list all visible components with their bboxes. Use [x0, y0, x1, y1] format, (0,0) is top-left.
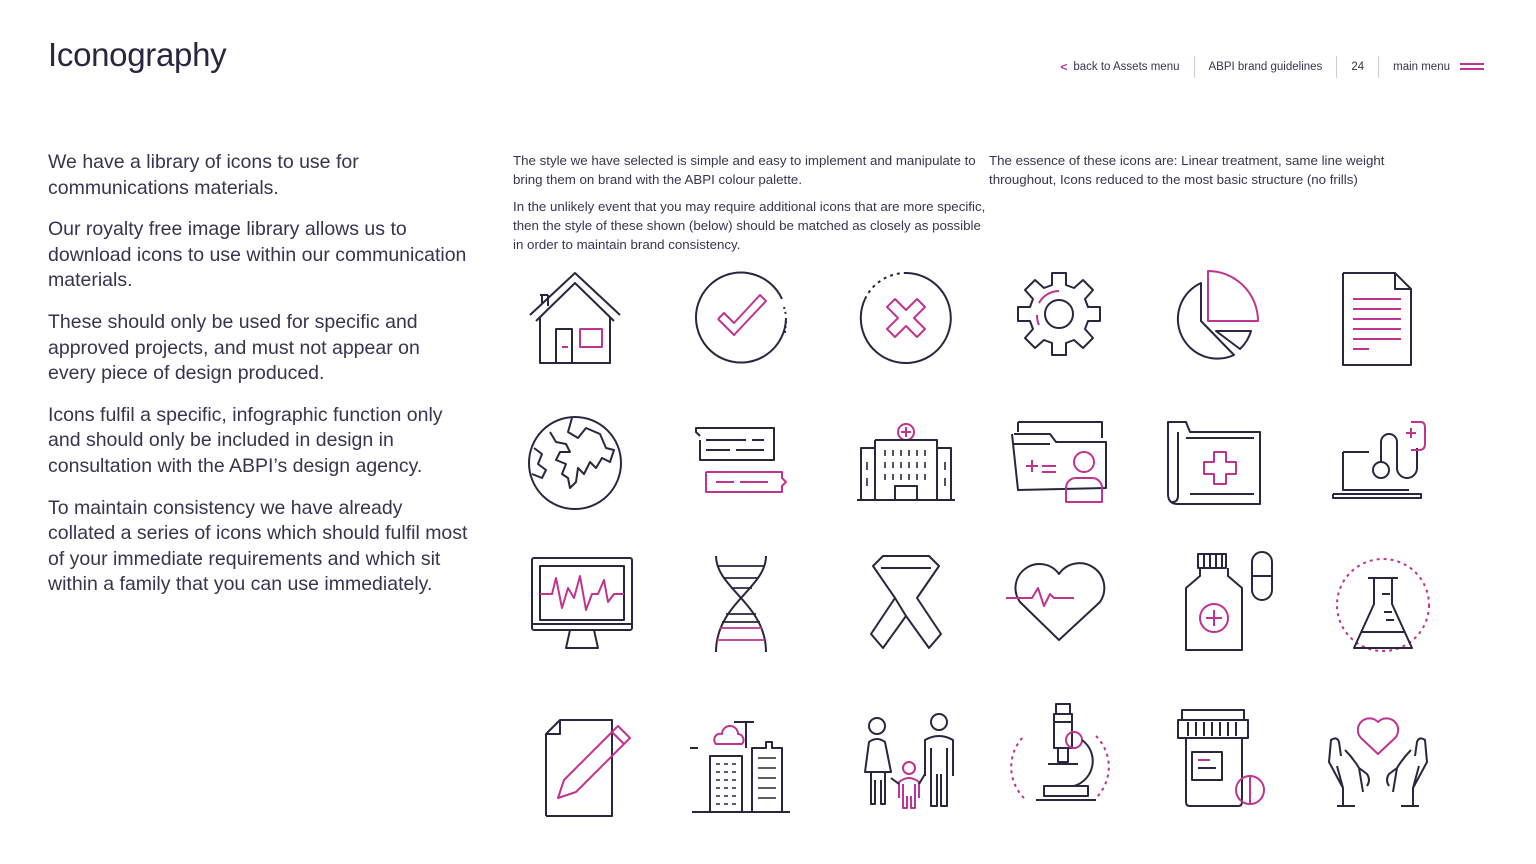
globe-icon: [520, 408, 630, 518]
description-paragraph: The essence of these icons are: Linear treatment, same line weight throughout, Icons reduced to the most basic structure (no frills): [989, 153, 1385, 188]
chevron-left-icon: <: [1060, 60, 1068, 74]
style-description: [513, 151, 993, 261]
top-navigation: [1046, 56, 1484, 78]
intro-paragraph: These should only be used for specific and approved projects, and must not appear on every piece of design produced.: [48, 310, 420, 385]
brand-guidelines-link[interactable]: [1195, 61, 1337, 73]
page-number: [1337, 61, 1378, 73]
medical-folder-icon: [1156, 408, 1266, 518]
hands-heart-icon: [1323, 706, 1433, 816]
description-paragraph: The style we have selected is simple and easy to implement and manipulate to bring them on brand with the ABPI colour palette.: [513, 153, 976, 188]
back-link-label: back to Assets menu: [1073, 61, 1180, 73]
house-icon: [520, 263, 630, 373]
intro-paragraph: Our royalty free image library allows us to download icons to use within our communication materials.: [48, 218, 467, 292]
hamburger-menu-icon: [1460, 63, 1484, 71]
hospital-icon: [851, 408, 961, 518]
document-icon: [1323, 263, 1433, 373]
pill-jar-icon: [1162, 706, 1272, 816]
family-icon: [851, 712, 961, 822]
page-title: Iconography: [48, 36, 227, 73]
checkmark-circle-icon: [686, 263, 796, 373]
pencil-paper-icon: [526, 712, 636, 822]
dna-icon: [686, 548, 796, 658]
essence-description: [989, 151, 1449, 190]
intro-paragraph: To maintain consistency we have already collated a series of icons which should fulfil most of your immediate requirements and which sit within a family that you can use immediately.: [48, 496, 468, 596]
description-paragraph: In the unlikely event that you may require additional icons that are more specific, then the style of these shown (below) should be matched as closely as possible in order to maintain brand consistency.: [513, 198, 986, 253]
intro-paragraph: Icons fulfil a specific, infographic function only and should only be included in design in consultation with the ABPI’s design agency.: [48, 403, 443, 477]
microscope-icon: [1004, 702, 1114, 812]
flask-icon: [1328, 548, 1438, 658]
page-number-label: 24: [1351, 61, 1365, 73]
heart-pulse-icon: [1004, 548, 1114, 658]
chat-bubbles-icon: [686, 408, 796, 518]
awareness-ribbon-icon: [851, 548, 961, 658]
intro-text: [48, 150, 468, 614]
gear-icon: [1004, 263, 1114, 373]
cross-circle-icon: [851, 263, 961, 373]
intro-paragraph: We have a library of icons to use for communications materials.: [48, 151, 359, 199]
city-buildings-icon: [686, 712, 796, 822]
patient-folder-icon: [1004, 408, 1114, 518]
main-menu-label: main menu: [1393, 61, 1450, 73]
medicine-bottle-icon: [1156, 548, 1266, 658]
guidelines-label: ABPI brand guidelines: [1208, 61, 1323, 73]
back-to-assets-link[interactable]: [1046, 60, 1193, 74]
main-menu-button[interactable]: [1379, 61, 1484, 73]
heart-monitor-icon: [526, 548, 636, 658]
laptop-stethoscope-icon: [1323, 408, 1433, 518]
pie-chart-icon: [1156, 263, 1266, 373]
